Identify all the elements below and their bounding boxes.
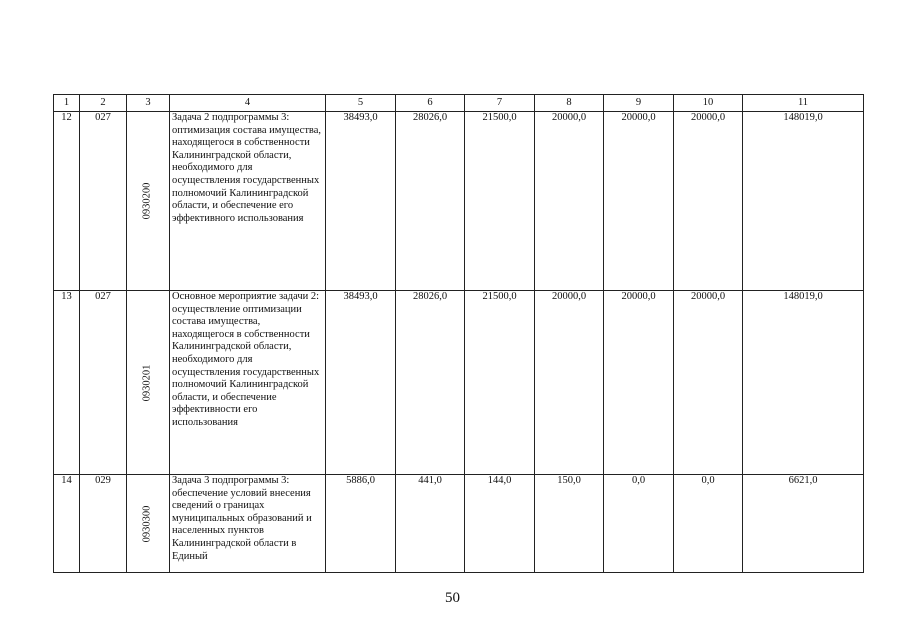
description: Задача 3 подпрограммы 3: обеспечение условий внесения сведений о границах муниципальных образований и населенных пунктов Калининградской области в Единый xyxy=(170,475,326,573)
value-col-11: 148019,0 xyxy=(743,112,864,291)
value-col-11: 148019,0 xyxy=(743,291,864,475)
value-col-8: 20000,0 xyxy=(535,291,604,475)
value-col-6: 28026,0 xyxy=(396,291,465,475)
value-col-11: 6621,0 xyxy=(743,475,864,573)
page-number: 50 xyxy=(445,590,460,606)
header-cell: 9 xyxy=(604,95,674,112)
header-cell: 11 xyxy=(743,95,864,112)
header-cell: 10 xyxy=(674,95,743,112)
row-number: 14 xyxy=(54,475,80,573)
row-number: 13 xyxy=(54,291,80,475)
program-code-cell xyxy=(127,112,170,291)
row-number: 12 xyxy=(54,112,80,291)
ministry-code: 027 xyxy=(80,112,127,291)
table-row xyxy=(54,291,864,475)
budget-table xyxy=(53,94,864,573)
header-cell: 6 xyxy=(396,95,465,112)
table-row xyxy=(54,475,864,573)
header-cell: 4 xyxy=(170,95,326,112)
value-col-7: 21500,0 xyxy=(465,112,535,291)
program-code: 0930200 xyxy=(141,182,153,220)
value-col-9: 20000,0 xyxy=(604,291,674,475)
program-code-cell xyxy=(127,291,170,475)
value-col-8: 150,0 xyxy=(535,475,604,573)
header-cell: 7 xyxy=(465,95,535,112)
program-code-cell xyxy=(127,475,170,573)
description: Основное мероприятие задачи 2: осуществление оптимизации состава имущества, находящегося в собственности Калининградской области, необходимого для осуществления государственных полномочий Калининградской области, и обеспечение эффективности его использования xyxy=(170,291,326,475)
value-col-7: 21500,0 xyxy=(465,291,535,475)
header-cell: 5 xyxy=(326,95,396,112)
header-cell: 1 xyxy=(54,95,80,112)
ministry-code: 027 xyxy=(80,291,127,475)
value-col-5: 5886,0 xyxy=(326,475,396,573)
value-col-9: 0,0 xyxy=(604,475,674,573)
value-col-10: 20000,0 xyxy=(674,112,743,291)
value-col-6: 28026,0 xyxy=(396,112,465,291)
table-row xyxy=(54,112,864,291)
header-cell: 8 xyxy=(535,95,604,112)
value-col-10: 0,0 xyxy=(674,475,743,573)
value-col-8: 20000,0 xyxy=(535,112,604,291)
program-code: 0930201 xyxy=(141,364,153,401)
value-col-5: 38493,0 xyxy=(326,291,396,475)
value-col-7: 144,0 xyxy=(465,475,535,573)
header-cell: 2 xyxy=(80,95,127,112)
description: Задача 2 подпрограммы 3: оптимизация состава имущества, находящегося в собственности Калининградской области, необходимого для осуществления государственных полномочий Калининградской области, и обеспечение его эффективного использования xyxy=(170,112,326,291)
ministry-code: 029 xyxy=(80,475,127,573)
value-col-6: 441,0 xyxy=(396,475,465,573)
value-col-10: 20000,0 xyxy=(674,291,743,475)
header-row xyxy=(54,95,864,112)
value-col-9: 20000,0 xyxy=(604,112,674,291)
program-code: 0930300 xyxy=(141,505,153,542)
header-cell: 3 xyxy=(127,95,170,112)
value-col-5: 38493,0 xyxy=(326,112,396,291)
